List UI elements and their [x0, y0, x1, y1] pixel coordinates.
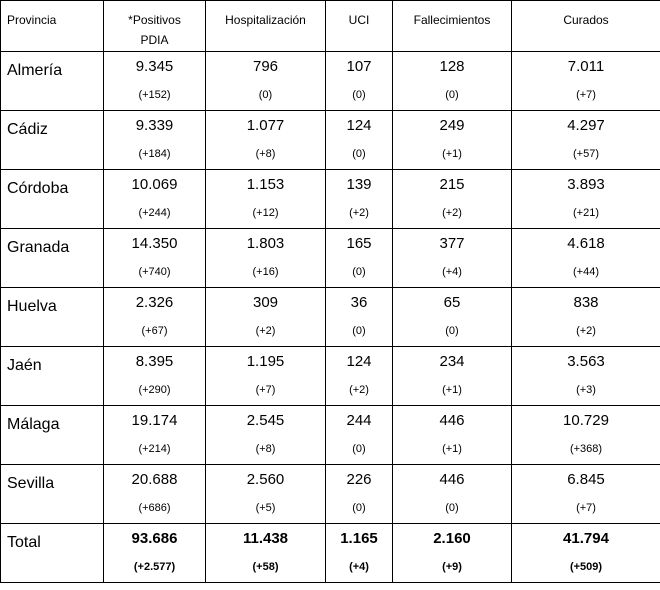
curados-cell	[512, 170, 660, 229]
positivos-cell	[104, 229, 206, 288]
province-name: Málaga	[7, 416, 60, 433]
fallecimientos-cell	[393, 229, 512, 288]
positivos-value: 93.686	[131, 530, 178, 547]
province-cell	[1, 406, 104, 465]
uci-change: (0)	[352, 443, 366, 455]
province-name: Granada	[7, 239, 70, 256]
positivos-cell	[104, 288, 206, 347]
positivos-cell	[104, 52, 206, 111]
province-cell	[1, 347, 104, 406]
positivos-change: (+290)	[138, 384, 171, 396]
fallecimientos-value: 234	[439, 353, 465, 370]
curados-change: (+509)	[569, 561, 603, 573]
fallecimientos-cell	[393, 170, 512, 229]
uci-change: (+4)	[349, 561, 369, 573]
positivos-cell	[104, 524, 206, 583]
uci-change: (+2)	[349, 207, 369, 219]
hospitalizacion-change: (+8)	[255, 443, 276, 455]
curados-change: (+44)	[573, 266, 599, 278]
province-name: Córdoba	[7, 180, 69, 197]
hospitalizacion-change: (+12)	[252, 207, 279, 219]
uci-change: (0)	[352, 502, 366, 514]
curados-value: 4.618	[567, 235, 605, 252]
hospitalizacion-cell	[206, 288, 326, 347]
fallecimientos-cell	[393, 524, 512, 583]
hospitalizacion-value: 1.195	[246, 353, 285, 370]
uci-value: 107	[346, 58, 372, 75]
uci-value: 124	[346, 117, 372, 134]
fallecimientos-value: 215	[439, 176, 465, 193]
hospitalizacion-value: 1.077	[246, 117, 285, 134]
curados-cell	[512, 288, 660, 347]
header-cell-provincia	[1, 1, 104, 52]
fallecimientos-cell	[393, 52, 512, 111]
positivos-change: (+740)	[138, 266, 171, 278]
uci-cell	[326, 406, 393, 465]
curados-change: (+7)	[576, 89, 596, 101]
hospitalizacion-cell	[206, 347, 326, 406]
fallecimientos-change: (+9)	[442, 561, 462, 573]
header-row	[1, 1, 660, 52]
fallecimientos-value: 128	[439, 58, 465, 75]
fallecimientos-value: 65	[443, 294, 461, 311]
curados-change: (+3)	[576, 384, 596, 396]
curados-change: (+21)	[573, 207, 599, 219]
positivos-value: 9.339	[135, 117, 174, 134]
curados-value: 3.893	[567, 176, 605, 193]
hospitalizacion-change: (+7)	[255, 384, 276, 396]
header-fallecimientos: Fallecimientos	[413, 13, 491, 27]
province-name: Huelva	[7, 298, 57, 315]
curados-change: (+368)	[569, 443, 603, 455]
positivos-change: (+214)	[138, 443, 171, 455]
province-name: Cádiz	[7, 121, 48, 138]
positivos-value: 8.395	[135, 353, 174, 370]
fallecimientos-change: (0)	[445, 502, 459, 514]
fallecimientos-change: (+4)	[442, 266, 462, 278]
uci-change: (0)	[352, 89, 366, 101]
province-cell	[1, 52, 104, 111]
fallecimientos-value: 377	[439, 235, 465, 252]
positivos-change: (+67)	[141, 325, 168, 337]
curados-value: 6.845	[567, 471, 605, 488]
fallecimientos-change: (+1)	[442, 148, 462, 160]
uci-cell	[326, 170, 393, 229]
hospitalizacion-cell	[206, 406, 326, 465]
header-positivos-line2: PDIA	[140, 33, 169, 47]
hospitalizacion-value: 309	[252, 294, 279, 311]
positivos-cell	[104, 347, 206, 406]
province-name: Almería	[7, 62, 63, 79]
positivos-change: (+244)	[138, 207, 171, 219]
curados-cell	[512, 111, 660, 170]
curados-cell	[512, 52, 660, 111]
curados-cell	[512, 347, 660, 406]
header-cell-curados	[512, 1, 660, 52]
positivos-value: 2.326	[135, 294, 174, 311]
fallecimientos-change: (+2)	[442, 207, 462, 219]
uci-change: (0)	[352, 148, 366, 160]
curados-cell	[512, 229, 660, 288]
curados-change: (+57)	[573, 148, 599, 160]
hospitalizacion-value: 796	[252, 58, 279, 75]
province-cell	[1, 170, 104, 229]
uci-value: 36	[350, 294, 368, 311]
uci-cell	[326, 347, 393, 406]
hospitalizacion-change: (0)	[258, 89, 273, 101]
uci-cell	[326, 229, 393, 288]
uci-value: 226	[346, 471, 372, 488]
hospitalizacion-value: 2.545	[246, 412, 285, 429]
hospitalizacion-change: (+5)	[255, 502, 276, 514]
hospitalizacion-change: (+16)	[252, 266, 279, 278]
curados-cell	[512, 524, 660, 583]
table-row	[1, 406, 660, 465]
table-row	[1, 288, 660, 347]
uci-change: (0)	[352, 325, 366, 337]
positivos-cell	[104, 111, 206, 170]
total-row	[1, 524, 660, 583]
curados-value: 3.563	[567, 353, 605, 370]
uci-cell	[326, 465, 393, 524]
fallecimientos-change: (0)	[445, 89, 459, 101]
table-body	[1, 1, 660, 583]
province-cell	[1, 524, 104, 583]
header-cell-uci	[326, 1, 393, 52]
header-hospitalizacion: Hospitalización	[225, 13, 306, 27]
fallecimientos-cell	[393, 347, 512, 406]
hospitalizacion-cell	[206, 111, 326, 170]
positivos-cell	[104, 465, 206, 524]
header-cell-hospitalizacion	[206, 1, 326, 52]
uci-cell	[326, 524, 393, 583]
hospitalizacion-change: (+2)	[255, 325, 276, 337]
uci-value: 139	[346, 176, 372, 193]
fallecimientos-value: 446	[439, 412, 465, 429]
header-uci: UCI	[348, 13, 370, 27]
fallecimientos-change: (0)	[445, 325, 459, 337]
hospitalizacion-change: (+8)	[255, 148, 276, 160]
fallecimientos-cell	[393, 406, 512, 465]
positivos-cell	[104, 406, 206, 465]
uci-value: 124	[346, 353, 372, 370]
uci-value: 165	[346, 235, 372, 252]
curados-cell	[512, 465, 660, 524]
fallecimientos-cell	[393, 288, 512, 347]
province-name: Total	[7, 534, 41, 551]
positivos-change: (+686)	[138, 502, 171, 514]
positivos-change: (+2.577)	[133, 561, 176, 573]
province-cell	[1, 465, 104, 524]
hospitalizacion-cell	[206, 465, 326, 524]
header-curados: Curados	[563, 13, 609, 27]
positivos-value: 9.345	[135, 58, 174, 75]
fallecimientos-value: 2.160	[433, 530, 471, 547]
curados-change: (+7)	[576, 502, 596, 514]
header-cell-fallecimientos	[393, 1, 512, 52]
uci-cell	[326, 111, 393, 170]
header-provincia: Provincia	[7, 13, 57, 27]
fallecimientos-value: 446	[439, 471, 465, 488]
positivos-value: 19.174	[131, 412, 178, 429]
curados-change: (+2)	[576, 325, 596, 337]
curados-value: 838	[573, 294, 599, 311]
table-row	[1, 465, 660, 524]
uci-change: (0)	[352, 266, 366, 278]
positivos-change: (+152)	[138, 89, 171, 101]
province-cell	[1, 111, 104, 170]
positivos-value: 10.069	[131, 176, 178, 193]
hospitalizacion-value: 1.153	[246, 176, 285, 193]
curados-value: 10.729	[563, 412, 609, 429]
table-row	[1, 111, 660, 170]
uci-cell	[326, 288, 393, 347]
curados-value: 4.297	[567, 117, 605, 134]
uci-value: 1.165	[340, 530, 378, 547]
province-cell	[1, 229, 104, 288]
positivos-cell	[104, 170, 206, 229]
curados-value: 7.011	[567, 58, 605, 75]
hospitalizacion-value: 11.438	[242, 530, 289, 547]
header-positivos-line1: *Positivos	[128, 13, 181, 27]
uci-value: 244	[346, 412, 372, 429]
hospitalizacion-cell	[206, 52, 326, 111]
table-row	[1, 229, 660, 288]
hospitalizacion-cell	[206, 170, 326, 229]
hospitalizacion-change: (+58)	[252, 561, 279, 573]
fallecimientos-change: (+1)	[442, 443, 462, 455]
uci-change: (+2)	[349, 384, 369, 396]
positivos-value: 20.688	[131, 471, 178, 488]
province-name: Jaén	[7, 357, 42, 374]
province-name: Sevilla	[7, 475, 55, 492]
uci-cell	[326, 52, 393, 111]
fallecimientos-change: (+1)	[442, 384, 462, 396]
hospitalizacion-cell	[206, 524, 326, 583]
positivos-change: (+184)	[138, 148, 171, 160]
table-row	[1, 347, 660, 406]
hospitalizacion-value: 1.803	[246, 235, 285, 252]
table-row	[1, 52, 660, 111]
positivos-value: 14.350	[131, 235, 178, 252]
curados-cell	[512, 406, 660, 465]
header-positivos	[104, 1, 205, 49]
hospitalizacion-cell	[206, 229, 326, 288]
table-row	[1, 170, 660, 229]
fallecimientos-value: 249	[439, 117, 465, 134]
province-cell	[1, 288, 104, 347]
fallecimientos-cell	[393, 465, 512, 524]
hospitalizacion-value: 2.560	[246, 471, 285, 488]
fallecimientos-cell	[393, 111, 512, 170]
header-cell-positivos	[104, 1, 206, 52]
curados-value: 41.794	[563, 530, 609, 547]
